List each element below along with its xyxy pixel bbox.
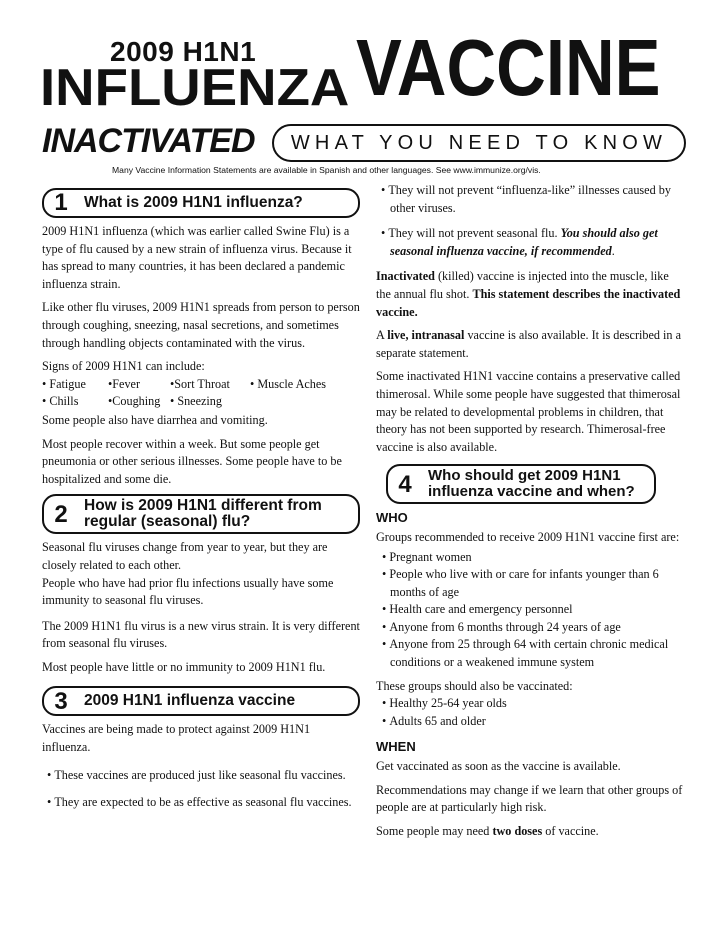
s3-thimerosal-paragraph: Some inactivated H1N1 vaccine contains a preservative called thimerosal. While some people have suggested that thimerosal may be related to developmental problems in children, that theory has not been supported by research. Thimerosal-free vaccine is also available.	[376, 369, 681, 454]
two-doses: two doses	[492, 823, 543, 838]
s3-paragraph-1: Vaccines are being made to protect against 2009 H1N1 influenza.	[42, 722, 311, 755]
s1-paragraph-1: 2009 H1N1 influenza (which was earlier called Swine Flu) is a type of flu caused by a new strain of influenza virus. Because it has spread to many countries, it has been declared a pandemic influenza strain.	[42, 224, 352, 291]
s1-paragraph-4: Most people recover within a week. But some people get pneumonia or other serious illnesses. Some people have to be hospitalized and some die.	[42, 436, 342, 486]
s3-bullet-4-end: .	[611, 243, 615, 258]
list-item: • People who live with or care for infants younger than 6 months of age	[376, 566, 686, 601]
s3-bullet-1: • These vaccines are produced just like seasonal flu vaccines.	[42, 767, 360, 785]
section-3-title: 2009 H1N1 influenza vaccine	[84, 692, 296, 710]
s1-signs-row-2	[42, 393, 360, 411]
inactivated-text: (killed) vaccine is injected into the muscle, like the annual flu shot.	[376, 269, 669, 301]
s2-paragraph-2: People who have had prior flu infections usually have some immunity to seasonal flu viruses.	[42, 575, 334, 608]
live-text: vaccine is also available. It is described in a separate statement.	[376, 328, 681, 360]
section-4-title: Who should get 2009 H1N1 influenza vaccine and when?	[428, 466, 635, 501]
inactivated-term: Inactivated	[376, 269, 435, 284]
sign-item: •Fever	[108, 376, 141, 391]
section-1-number: 1	[54, 189, 68, 217]
s3-bullet-4	[376, 225, 686, 260]
who-groups-list	[376, 549, 686, 672]
also-intro: These groups should also be vaccinated:	[376, 678, 573, 693]
left-column	[42, 182, 360, 818]
when-p3-end: of vaccine.	[542, 823, 599, 838]
s1-paragraph-2: Like other flu viruses, 2009 H1N1 spreads from person to person through coughing, sneezing, nasal secretions, and sometimes through handling objects contaminated with the virus.	[42, 300, 360, 350]
list-item: • Anyone from 6 months through 24 years of age	[376, 619, 686, 637]
header-year: 2009 H1N1	[110, 36, 257, 67]
sign-item: •Coughing	[108, 394, 161, 409]
right-column	[376, 182, 686, 846]
s2-paragraph-4: Most people have little or no immunity to 2009 H1N1 flu.	[42, 659, 326, 674]
when-paragraph-2: Recommendations may change if we learn that other groups of people are at particularly high risk.	[376, 782, 683, 815]
languages-note: Many Vaccine Information Statements are available in Spanish and other languages. See www.immunize.org/vis.	[112, 165, 541, 175]
header-vaccine: VACCINE	[356, 23, 661, 112]
s3-bullet-4-emphasis: You should also get seasonal influenza vaccine, if recommended	[390, 226, 658, 258]
live-term: live, intranasal	[387, 328, 465, 343]
section-2-header	[42, 494, 360, 534]
when-p3-text: Some people may need	[376, 823, 493, 838]
sign-item: • Fatigue	[42, 376, 86, 391]
header-inactivated: INACTIVATED	[42, 122, 255, 160]
s1-paragraph-3: Some people also have diarrhea and vomiting.	[42, 412, 268, 427]
when-paragraph-3	[376, 823, 686, 841]
who-heading: WHO	[376, 510, 408, 526]
section-2-number: 2	[54, 500, 68, 528]
when-heading: WHEN	[376, 739, 416, 755]
list-item: • Health care and emergency personnel	[376, 601, 686, 619]
s3-live-paragraph	[376, 327, 686, 362]
header-influenza: INFLUENZA	[40, 59, 350, 117]
list-item: • Pregnant women	[376, 549, 686, 567]
s2-paragraph-3: The 2009 H1N1 flu virus is a new virus strain. It is very different from seasonal flu viruses.	[42, 618, 360, 651]
section-1-title: What is 2009 H1N1 influenza?	[84, 193, 303, 211]
section-3-header	[42, 686, 360, 716]
section-4-header	[386, 464, 656, 504]
sign-item: • Sneezing	[170, 394, 222, 409]
inactivated-statement: This statement describes the inactivated vaccine.	[376, 286, 681, 319]
list-item: • Anyone from 25 through 64 with certain chronic medical conditions or a weakened immune system	[376, 636, 686, 671]
list-item: • Adults 65 and older	[376, 713, 686, 731]
s1-signs-intro: Signs of 2009 H1N1 can include:	[42, 359, 205, 374]
s3-bullet-4-text: They will not prevent seasonal flu.	[388, 226, 561, 241]
also-groups-list	[376, 695, 686, 730]
section-4-number: 4	[398, 470, 412, 498]
section-1-header	[42, 188, 360, 218]
sign-item: •Sort Throat	[170, 376, 230, 391]
sign-item: • Muscle Aches	[250, 376, 327, 391]
header-what-you-need-to-know: WHAT YOU NEED TO KNOW	[272, 124, 686, 162]
who-intro: Groups recommended to receive 2009 H1N1 vaccine first are:	[376, 529, 680, 544]
s3-bullet-3: • They will not prevent “influenza-like” illnesses caused by other viruses.	[376, 182, 686, 217]
live-prefix: A	[376, 328, 388, 343]
section-3-number: 3	[54, 687, 68, 715]
s3-inactivated-paragraph	[376, 268, 686, 321]
s1-signs-row-1	[42, 376, 360, 394]
section-2-title: How is 2009 H1N1 different from regular (seasonal) flu?	[84, 496, 322, 531]
s2-paragraph-1: Seasonal flu viruses change from year to year, but they are closely related to each other.	[42, 540, 328, 572]
sign-item: • Chills	[42, 394, 79, 409]
when-paragraph-1: Get vaccinated as soon as the vaccine is available.	[376, 759, 621, 774]
list-item: • Healthy 25-64 year olds	[376, 695, 686, 713]
s3-bullet-2: • They are expected to be as effective as seasonal flu vaccines.	[42, 794, 360, 812]
